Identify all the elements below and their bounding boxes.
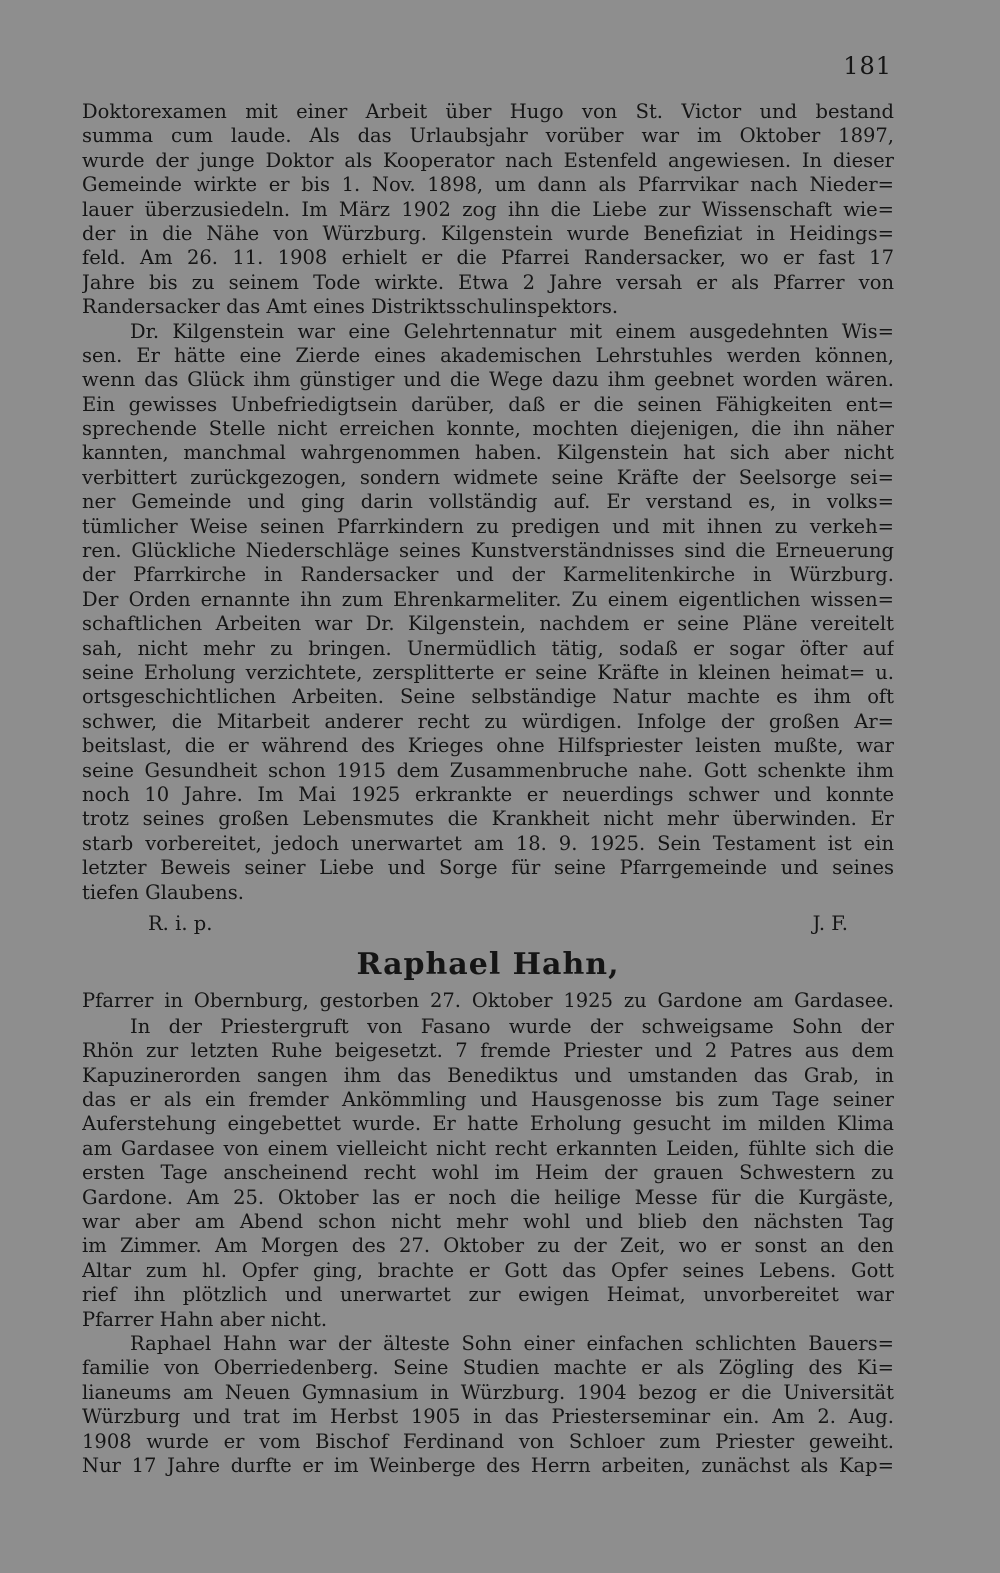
text-line: Jahre bis zu seinem Tode wirkte. Etwa 2 Jahre versah er als Pfarrer von bbox=[82, 270, 894, 294]
text-line: lauer überzusiedeln. Im März 1902 zog ihn die Liebe zur Wissenschaft wie= bbox=[82, 197, 894, 221]
text-line: Auferstehung eingebettet wurde. Er hatte Erholung gesucht im milden Klima bbox=[82, 1112, 894, 1136]
signoff-rip: R. i. p. bbox=[148, 911, 213, 935]
text-line: Ein gewisses Unbefriedigtsein darüber, daß er die seinen Fähigkeiten ent= bbox=[82, 392, 894, 416]
text-line: Der Orden ernannte ihn zum Ehrenkarmeliter. Zu einem eigentlichen wissen= bbox=[82, 587, 894, 611]
text-line: schaftlichen Arbeiten war Dr. Kilgenstein, nachdem er seine Pläne vereitelt bbox=[82, 612, 894, 636]
text-line: sen. Er hätte eine Zierde eines akademischen Lehrstuhles werden können, bbox=[82, 343, 894, 367]
page-number: 181 bbox=[843, 52, 892, 80]
text-line: lianeums am Neuen Gymnasium in Würzburg. 1904 bezog er die Universität bbox=[82, 1380, 894, 1404]
text-line: rief ihn plötzlich und unerwartet zur ewigen Heimat, unvorbereitet war bbox=[82, 1283, 894, 1307]
text-line: Würzburg und trat im Herbst 1905 in das Priesterseminar ein. Am 2. Aug. bbox=[82, 1405, 894, 1429]
text-line: das er als ein fremder Ankömmling und Hausgenosse bis zum Tage seiner bbox=[82, 1088, 894, 1112]
text-line: In der Priestergruft von Fasano wurde der schweigsame Sohn der bbox=[130, 1014, 894, 1038]
text-line: 1908 wurde er vom Bischof Ferdinand von Schloer zum Priester geweiht. bbox=[82, 1429, 894, 1453]
text-line: seine Erholung verzichtete, zersplitterte er seine Kräfte in kleinen heimat= u. bbox=[82, 660, 894, 684]
text-line: schwer, die Mitarbeit anderer recht zu würdigen. Infolge der großen Ar= bbox=[82, 709, 894, 733]
obituary-heading: Raphael Hahn, bbox=[356, 946, 620, 982]
text-line: am Gardasee von einem vielleicht nicht recht erkannten Leiden, fühlte sich die bbox=[82, 1136, 894, 1160]
text-line: der Pfarrkirche in Randersacker und der Karmelitenkirche in Würzburg. bbox=[82, 563, 894, 587]
text-line: im Zimmer. Am Morgen des 27. Oktober zu der Zeit, wo er sonst an den bbox=[82, 1234, 894, 1258]
text-line: Doktorexamen mit einer Arbeit über Hugo von St. Victor und bestand bbox=[82, 100, 894, 123]
text-line: Kapuzinerorden sangen ihm das Benediktus und umstanden das Grab, in bbox=[82, 1063, 894, 1087]
text-line: der in die Nähe von Würzburg. Kilgenstein wurde Benefiziat in Heidings= bbox=[82, 221, 894, 245]
obituary-kilgenstein-body bbox=[82, 100, 894, 905]
text-line: ersten Tage anscheinend recht wohl im Heim der grauen Schwestern zu bbox=[82, 1161, 894, 1185]
text-line: verbittert zurückgezogen, sondern widmete seine Kräfte der Seelsorge sei= bbox=[82, 465, 894, 489]
text-line: noch 10 Jahre. Im Mai 1925 erkrankte er neuerdings schwer und konnte bbox=[82, 782, 894, 806]
text-line: wenn das Glück ihm günstiger und die Wege dazu ihm geebnet worden wären. bbox=[82, 368, 894, 392]
text-line: Gemeinde wirkte er bis 1. Nov. 1898, um dann als Pfarrvikar nach Nieder= bbox=[82, 173, 894, 197]
text-line: starb vorbereitet, jedoch unerwartet am 18. 9. 1925. Sein Testament ist ein bbox=[82, 831, 894, 855]
obituary-subheading: Pfarrer in Obernburg, gestorben 27. Oktober 1925 zu Gardone am Gardasee. bbox=[82, 988, 894, 1012]
signoff-initials: J. F. bbox=[812, 911, 848, 935]
text-line: Randersacker das Amt eines Distriktsschulinspektors. bbox=[82, 295, 619, 319]
text-column bbox=[82, 100, 894, 1478]
text-line: Altar zum hl. Opfer ging, brachte er Gott das Opfer seines Lebens. Gott bbox=[82, 1258, 894, 1282]
text-line: ren. Glückliche Niederschläge seines Kunstverständnisses sind die Erneuerung bbox=[82, 539, 894, 563]
text-line: Pfarrer Hahn aber nicht. bbox=[82, 1307, 328, 1331]
text-line: war aber am Abend schon nicht mehr wohl und blieb den nächsten Tag bbox=[82, 1210, 894, 1234]
text-line: familie von Oberriedenberg. Seine Studien machte er als Zögling des Ki= bbox=[82, 1356, 894, 1380]
text-line: sprechende Stelle nicht erreichen konnte, mochten diejenigen, die ihn näher bbox=[82, 417, 894, 441]
signoff-row bbox=[82, 907, 894, 941]
text-line: letzter Beweis seiner Liebe und Sorge für seine Pfarrgemeinde und seines bbox=[82, 856, 894, 880]
text-line: trotz seines großen Lebensmutes die Krankheit nicht mehr überwinden. Er bbox=[82, 807, 894, 831]
text-line: sah, nicht mehr zu bringen. Unermüdlich tätig, sodaß er sogar öfter auf bbox=[82, 636, 894, 660]
text-line: beitslast, die er während des Krieges ohne Hilfspriester leisten mußte, war bbox=[82, 734, 894, 758]
text-line: Nur 17 Jahre durfte er im Weinberge des Herrn arbeiten, zunächst als Kap= bbox=[82, 1453, 894, 1477]
text-line: Rhön zur letzten Ruhe beigesetzt. 7 fremde Priester und 2 Patres aus dem bbox=[82, 1039, 894, 1063]
text-line: tiefen Glaubens. bbox=[82, 880, 244, 904]
text-line: Dr. Kilgenstein war eine Gelehrtennatur mit einem ausgedehnten Wis= bbox=[130, 319, 894, 343]
text-line: kannten, manchmal wahrgenommen haben. Kilgenstein hat sich aber nicht bbox=[82, 441, 894, 465]
text-line: wurde der junge Doktor als Kooperator nach Estenfeld angewiesen. In dieser bbox=[82, 148, 894, 172]
text-line: Raphael Hahn war der älteste Sohn einer einfachen schlichten Bauers= bbox=[130, 1331, 894, 1355]
text-line: summa cum laude. Als das Urlaubsjahr vorüber war im Oktober 1897, bbox=[82, 124, 894, 148]
obituary-hahn-body bbox=[82, 1015, 894, 1478]
text-line: seine Gesundheit schon 1915 dem Zusammenbruche nahe. Gott schenkte ihm bbox=[82, 758, 894, 782]
text-line: ortsgeschichtlichen Arbeiten. Seine selbständige Natur machte es ihm oft bbox=[82, 685, 894, 709]
text-line: tümlicher Weise seinen Pfarrkindern zu predigen und mit ihnen zu verkeh= bbox=[82, 514, 894, 538]
text-line: feld. Am 26. 11. 1908 erhielt er die Pfarrei Randersacker, wo er fast 17 bbox=[82, 246, 894, 270]
text-line: ner Gemeinde und ging darin vollständig auf. Er verstand es, in volks= bbox=[82, 490, 894, 514]
text-line: Gardone. Am 25. Oktober las er noch die heilige Messe für die Kurgäste, bbox=[82, 1185, 894, 1209]
